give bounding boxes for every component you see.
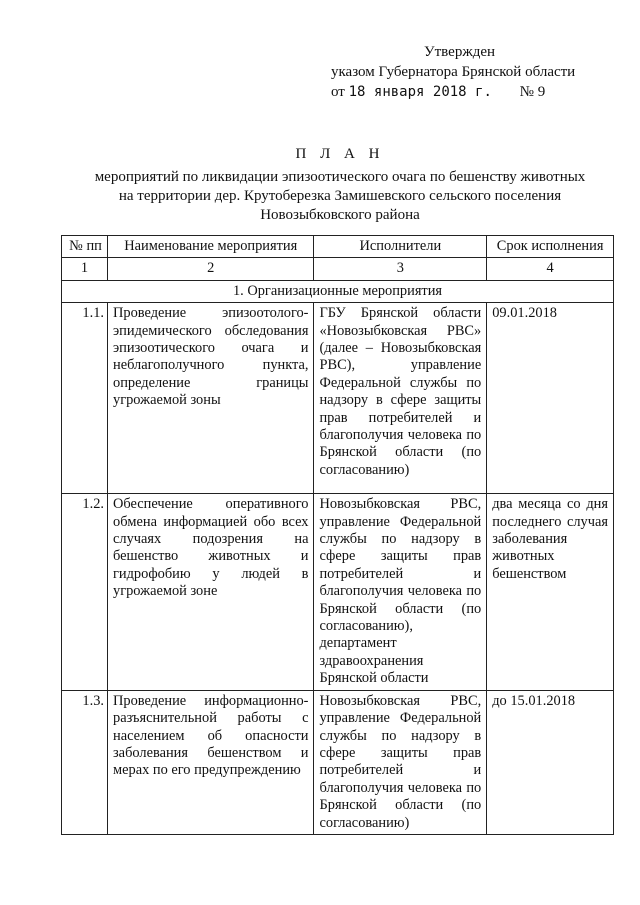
table-row bbox=[62, 303, 614, 494]
title-line-1: мероприятий по ликвидации эпизоотического очага по бешенству животных bbox=[94, 169, 586, 185]
plan-heading: П Л А Н bbox=[295, 146, 385, 162]
col-number-3: 3 bbox=[314, 258, 487, 280]
title-line-3: Новозыбковского района bbox=[260, 207, 420, 223]
approval-line-approved: Утвержден bbox=[424, 44, 496, 60]
row-deadline: два месяца со дня последнего случая заболевания животных бешенством bbox=[487, 494, 614, 690]
row-executors: Новозыбковская РВС, управление Федеральной службы по надзору в сфере защиты прав потребителей и благополучия человека по Брянской области (по согласованию), департамент здравоохранения Брянской области bbox=[314, 494, 487, 690]
table-row bbox=[62, 494, 614, 690]
title-line-2: на территории дер. Крутоберезка Замишевского сельского поселения bbox=[118, 188, 562, 204]
section-row bbox=[62, 280, 614, 302]
document-title bbox=[60, 145, 620, 225]
col-number-2: 2 bbox=[108, 258, 314, 280]
approval-stamp bbox=[331, 42, 575, 102]
approval-date-prefix: от bbox=[331, 84, 345, 100]
col-number-4: 4 bbox=[487, 258, 614, 280]
plan-table bbox=[61, 235, 614, 835]
section-title: 1. Организационные мероприятия bbox=[62, 280, 614, 302]
approval-date: 18 января 2018 г. bbox=[348, 84, 492, 100]
approval-line-date bbox=[331, 82, 575, 102]
row-name: Проведение эпизоотолого-эпидемического обследования эпизоотического очага и неблагополучного пункта, определение границы угрожаемой зоны bbox=[108, 303, 314, 494]
header-name: Наименование мероприятия bbox=[108, 236, 314, 258]
row-deadline: 09.01.2018 bbox=[487, 303, 614, 494]
row-name: Проведение информационно-разъяснительной работы с населением об опасности заболевания бешенством и мерах по его предупреждению bbox=[108, 690, 314, 834]
table-row bbox=[62, 690, 614, 834]
header-deadline: Срок исполнения bbox=[487, 236, 614, 258]
header-executors: Исполнители bbox=[314, 236, 487, 258]
header-number: № пп bbox=[62, 236, 108, 258]
row-deadline: до 15.01.2018 bbox=[487, 690, 614, 834]
row-executors: Новозыбковская РВС, управление Федеральной службы по надзору в сфере защиты прав потребителей и благополучия человека по Брянской области (по согласованию) bbox=[314, 690, 487, 834]
column-numbers-row bbox=[62, 258, 614, 280]
row-executors: ГБУ Брянской области «Новозыбковская РВС» (далее – Новозыбковская РВС), управление Федеральной службы по надзору в сфере защиты прав потребителей и благополучия человека по Брянской области (по согласованию) bbox=[314, 303, 487, 494]
row-number: 1.2. bbox=[62, 494, 108, 690]
approval-line-decree: указом Губернатора Брянской области bbox=[331, 64, 576, 80]
approval-number: № 9 bbox=[519, 84, 546, 100]
row-name: Обеспечение оперативного обмена информацией обо всех случаях подозрения на бешенство животных и гидрофобию у людей в угрожаемой зоне bbox=[108, 494, 314, 690]
col-number-1: 1 bbox=[62, 258, 108, 280]
row-number: 1.1. bbox=[62, 303, 108, 494]
table-header-row bbox=[62, 236, 614, 258]
row-number: 1.3. bbox=[62, 690, 108, 834]
